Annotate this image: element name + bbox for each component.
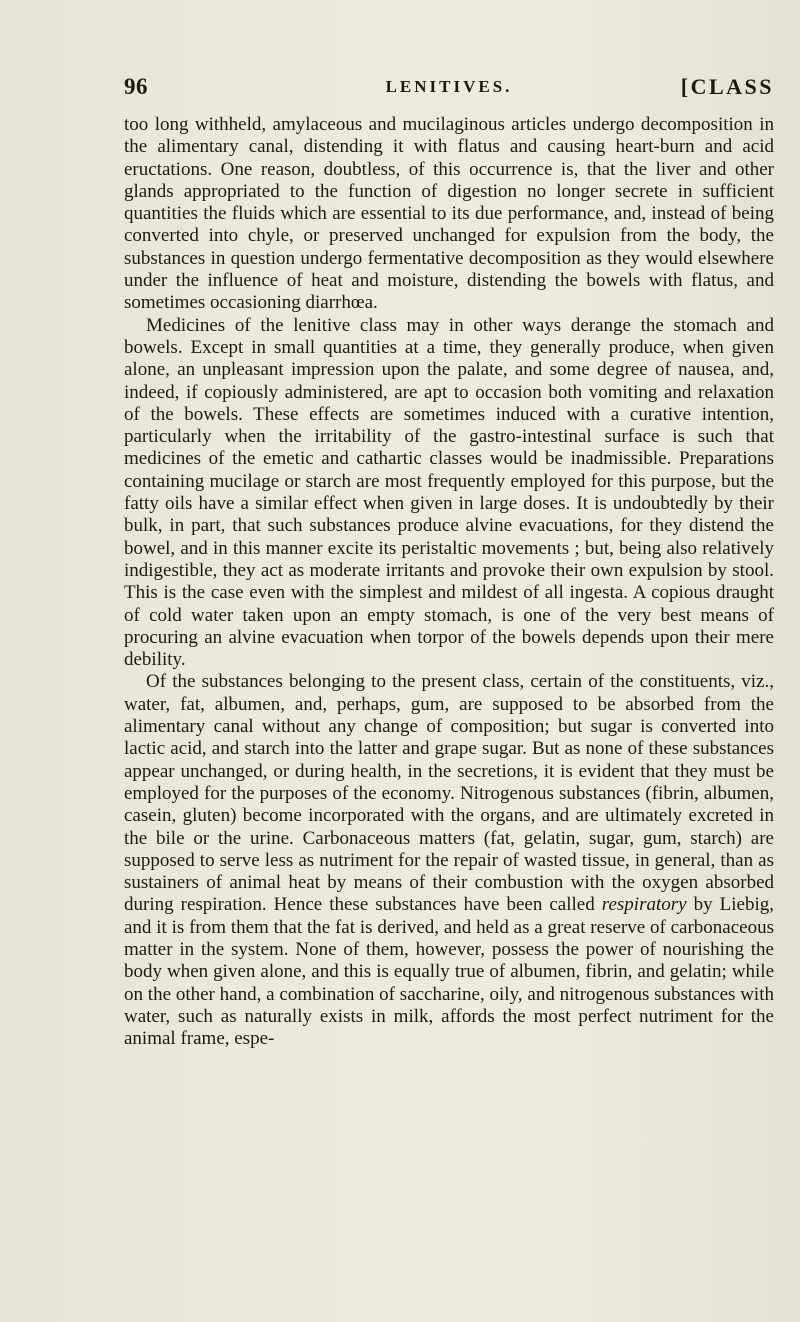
page-number: 96	[124, 74, 148, 99]
paragraph-1: too long withheld, amylaceous and mucilaginous articles undergo decomposition in the alimentary canal, distending it with flatus and causing heart-burn and acid eructations. One reason, doubtless, of this occurrence is, that the liver and other glands appropriated to the function of digestion no longer secrete in sufficient quantities the fluids which are essential to its due performance, and, instead of being converted into chyle, or preserved unchanged for expulsion from the body, the substances in question undergo fermentative decomposition as they would elsewhere under the influence of heat and moisture, distending the bowels with flatus, and sometimes occasioning diarrhœa.	[124, 114, 774, 314]
page-header	[124, 74, 774, 104]
running-title: LENITIVES.	[385, 77, 513, 96]
body-text	[124, 114, 774, 1050]
paragraph-3-text-b: by Liebig, and it is from them that the fat is derived, and held as a great reserve of carbonaceous matter in the system. None of them, however, possess the power of nourishing the body when given alone, and this is equally true of albumen, fibrin, and gelatin; while on the other hand, a combination of saccharine, oily, and nitrogenous substances with water, such as naturally exists in milk, affords the most perfect nutriment for the animal frame, espe-	[124, 894, 774, 1050]
section-tag: [CLASS	[680, 74, 774, 99]
paragraph-2: Medicines of the lenitive class may in other ways derange the stomach and bowels. Except in small quantities at a time, they generally produce, when given alone, an unpleasant impression upon the palate, and some degree of nausea, and, indeed, if copiously administered, are apt to occasion both vomiting and relaxation of the bowels. These effects are sometimes induced with a curative intention, particularly when the irritability of the gastro-intestinal surface is such that medicines of the emetic and cathartic classes would be inadmissible. Preparations containing mucilage or starch are most frequently employed for this purpose, but the fatty oils have a similar effect when given in large doses. It is undoubtedly by their bulk, in part, that such substances produce alvine evacuations, for they distend the bowel, and in this manner excite its peristaltic movements ; but, being also relatively indigestible, they act as moderate irritants and provoke their own expulsion by stool. This is the case even with the simplest and mildest of all ingesta. A copious draught of cold water taken upon an empty stomach, is one of the very best means of procuring an alvine evacuation when torpor of the bowels depends upon their mere debility.	[124, 314, 774, 671]
italic-term: respiratory	[601, 894, 687, 916]
paragraph-3-text-a: Of the substances belonging to the present class, certain of the constituents, viz., water, fat, albumen, and, perhaps, gum, are supposed to be absorbed from the alimentary canal without any change of composition; but sugar is converted into lactic acid, and starch into the latter and grape sugar. But as none of these substances appear unchanged, or during health, in the secretions, it is evident that they must be employed for the purposes of the economy. Nitrogenous substances (fibrin, albumen, casein, gluten) become incorporated with the organs, and are ultimately excreted in the bile or the urine. Carbonaceous matters (fat, gelatin, sugar, gum, starch) are supposed to serve less as nutriment for the repair of wasted tissue, in general, than as sustainers of animal heat by means of their combustion with the oxygen absorbed during respiration. Hence these substances have been called	[124, 671, 774, 916]
paragraph-3	[124, 671, 774, 1050]
